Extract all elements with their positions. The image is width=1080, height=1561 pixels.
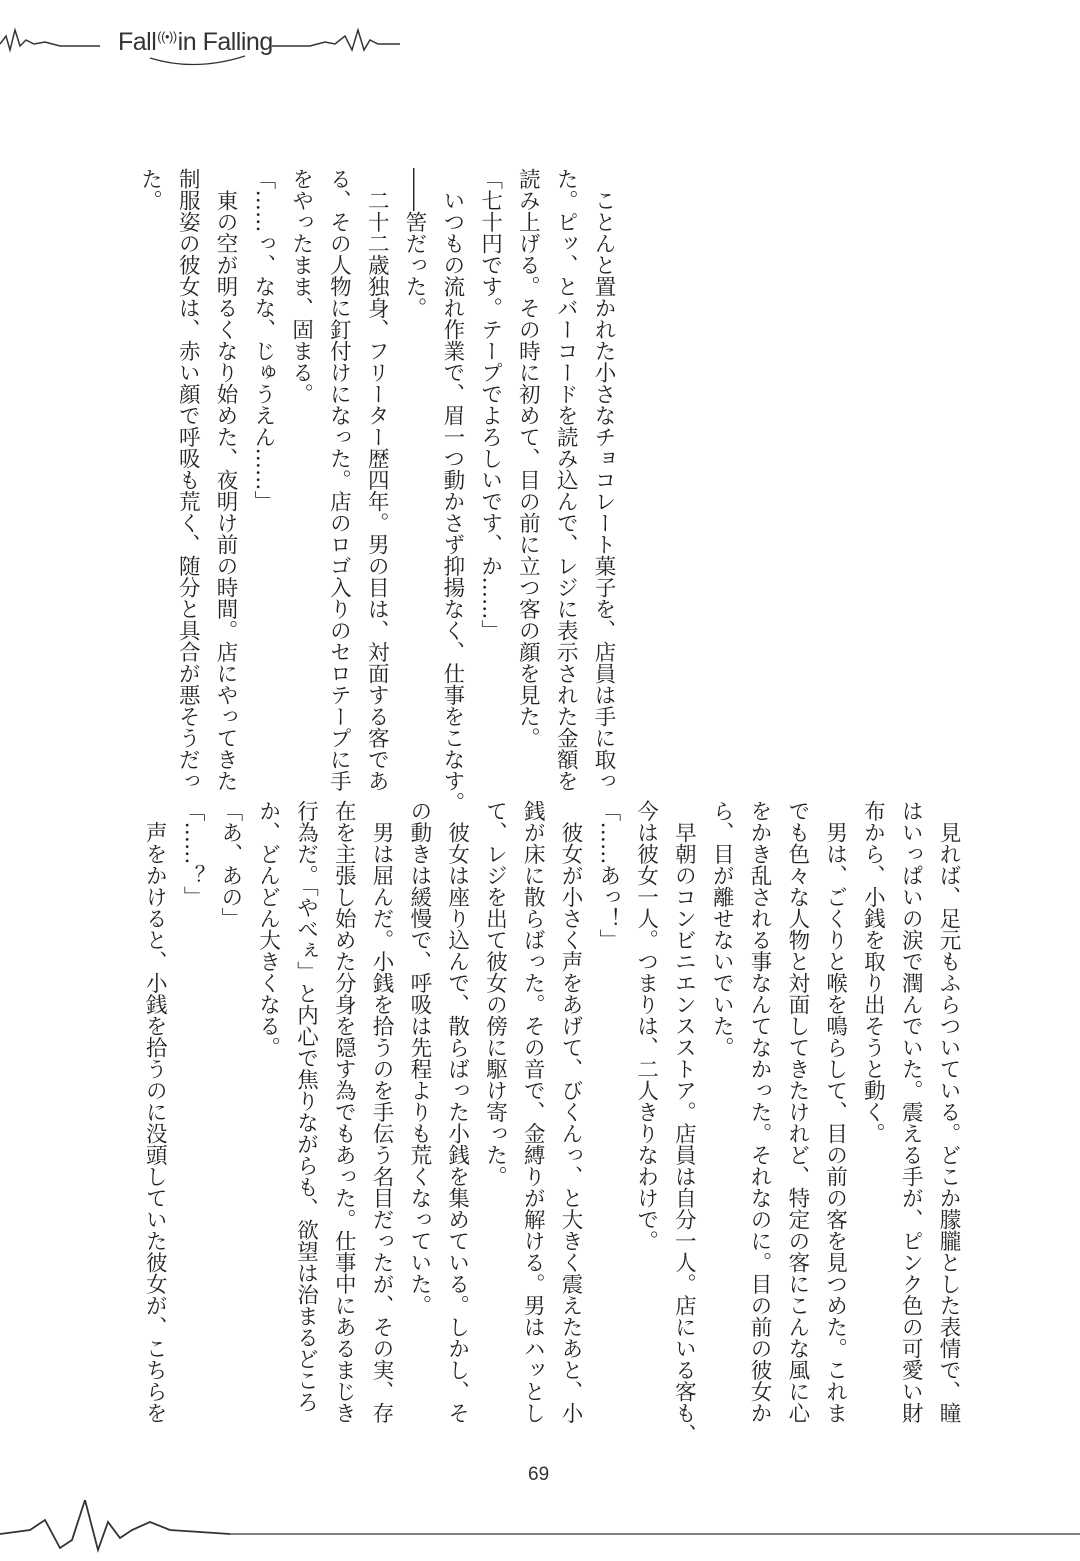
text-column: 「七十円です。テープでよろしいです、か……」 xyxy=(477,168,503,641)
text-block-top xyxy=(131,168,622,813)
text-column: 彼女は座り込んで、散らばった小銭を集めている。しかし、そ xyxy=(444,800,470,1424)
header-wave-right xyxy=(272,30,400,50)
text-column: をやったまま、固まる。 xyxy=(288,168,314,405)
text-column: 男は屈んだ。小銭を拾うのを手伝う名目だったが、その実、存 xyxy=(369,800,395,1424)
text-column: いつもの流れ作業で、眉一つ動かさず抑揚なく、仕事をこなす。 xyxy=(439,168,465,813)
logo-title: Fall((•))in Falling xyxy=(118,28,273,56)
text-column: 行為だ。「やべぇ」と内心で焦りながらも、欲望は治まるどころ xyxy=(293,800,319,1413)
footer-wave xyxy=(0,1500,230,1550)
text-column: 「……あっ！」 xyxy=(595,800,621,951)
text-column: 銭が床に散らばった。その音で、金縛りが解ける。男はハッとし xyxy=(520,800,546,1424)
text-column: 男は、ごくりと喉を鳴らして、目の前の客を見つめた。これま xyxy=(822,800,848,1424)
text-column: 二十二歳独身、フリーター歴四年。男の目は、対面する客であ xyxy=(364,168,390,792)
text-column: 今は彼女一人。つまりは、二人きりなわけで。 xyxy=(633,800,659,1252)
text-column: 在を主張し始めた分身を隠す為でもあった。仕事中にあるまじき xyxy=(331,800,357,1424)
text-column: た。 xyxy=(137,168,163,211)
text-column: 見れば、足元もふらついている。どこか朦朧とした表情で、瞳 xyxy=(936,800,961,1424)
text-column: ――筈だった。 xyxy=(402,168,428,319)
text-column: 制服姿の彼女は、赤い顔で呼吸も荒く、随分と具合が悪そうだっ xyxy=(175,168,201,792)
text-column: はいっぱいの涙で潤んでいた。震える手が、ピンク色の可愛い財 xyxy=(898,800,924,1424)
text-column: 早朝のコンビニエンスストア。店員は自分一人。店にいる客も、 xyxy=(671,800,697,1445)
text-column: ことんと置かれた小さなチョコレート菓子を、店員は手に取っ xyxy=(591,168,616,792)
text-column: でも色々な人物と対面してきたけれど、特定の客にこんな風に心 xyxy=(784,800,810,1424)
text-column: 読み上げる。その時に初めて、目の前に立つ客の顔を見た。 xyxy=(515,168,541,749)
page-number: 69 xyxy=(528,1464,550,1485)
text-column: 声をかけると、小銭を拾うのに没頭していた彼女が、こちらを xyxy=(142,800,168,1424)
text-column: をかき乱される事なんてなかった。それなのに。目の前の彼女か xyxy=(747,800,773,1424)
text-column: か、どんどん大きくなる。 xyxy=(255,800,281,1058)
text-column: て、レジを出て彼女の傍に駆け寄った。 xyxy=(482,800,508,1187)
text-column: る、その人物に釘付けになった。店のロゴ入りのセロテープに手 xyxy=(326,168,352,792)
text-column: た。ピッ、とバーコードを読み込んで、レジに表示された金額を xyxy=(553,168,579,792)
page-header xyxy=(0,0,1080,90)
text-column: 布から、小銭を取り出そうと動く。 xyxy=(860,800,886,1144)
signal-icon: ((•)) xyxy=(157,28,177,44)
logo-swoosh xyxy=(150,56,245,65)
text-block-bottom xyxy=(135,800,967,1445)
text-column: 「……っ、なな、じゅうえん……」 xyxy=(250,168,276,512)
text-column: ら、目が離せないでいた。 xyxy=(709,800,735,1058)
footer-ornament-line xyxy=(0,1500,1080,1561)
text-column: の動きは緩慢で、呼吸は先程よりも荒くなっていた。 xyxy=(406,800,432,1316)
text-column: 東の空が明るくなり始めた、夜明け前の時間。店にやってきた xyxy=(213,168,239,792)
text-column: 「……？」 xyxy=(180,800,206,908)
text-column: 「あ、あの」 xyxy=(217,800,243,929)
header-wave-left xyxy=(0,30,100,50)
text-column: 彼女が小さく声をあげて、びくんっ、と大きく震えたあと、小 xyxy=(558,800,584,1424)
